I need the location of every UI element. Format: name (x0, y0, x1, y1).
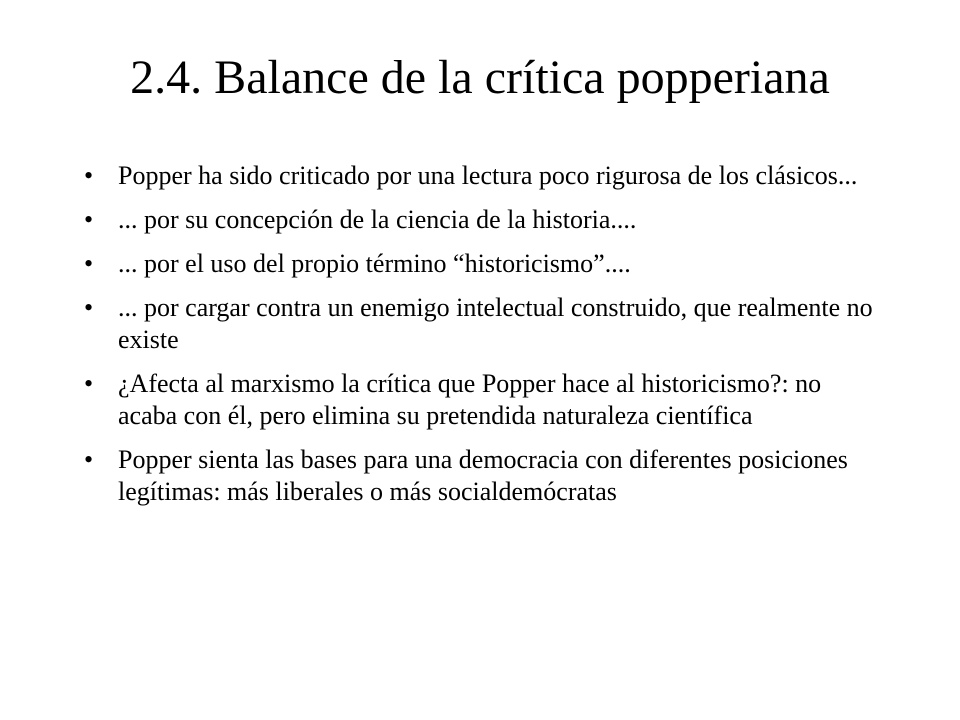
bullet-text: Popper ha sido criticado por una lectura poco rigurosa de los clásicos... (118, 161, 858, 190)
bullet-icon: • (84, 161, 94, 190)
bullet-text: ... por el uso del propio término “historicismo”.... (118, 249, 631, 278)
bullet-item (84, 292, 874, 356)
slide-title: 2.4. Balance de la crítica popperiana (130, 51, 830, 104)
bullet-list (84, 160, 874, 520)
bullet-text: ... por cargar contra un enemigo intelectual construido, que realmente no existe (118, 293, 873, 354)
bullet-text: ... por su concepción de la ciencia de la historia.... (118, 205, 637, 234)
bullet-item (84, 160, 874, 192)
bullet-text: ¿Afecta al marxismo la crítica que Popper hace al historicismo?: no acaba con él, pero elimina su pretendida naturaleza científica (118, 369, 822, 430)
bullet-icon: • (84, 369, 94, 398)
bullet-text: Popper sienta las bases para una democracia con diferentes posiciones legítimas: más liberales o más socialdemócratas (118, 445, 848, 506)
bullet-icon: • (84, 445, 94, 474)
bullet-icon: • (84, 293, 94, 322)
bullet-icon: • (84, 249, 94, 278)
bullet-item (84, 444, 874, 508)
bullet-item (84, 248, 874, 280)
bullet-item (84, 204, 874, 236)
bullet-icon: • (84, 205, 94, 234)
bullet-item (84, 368, 874, 432)
